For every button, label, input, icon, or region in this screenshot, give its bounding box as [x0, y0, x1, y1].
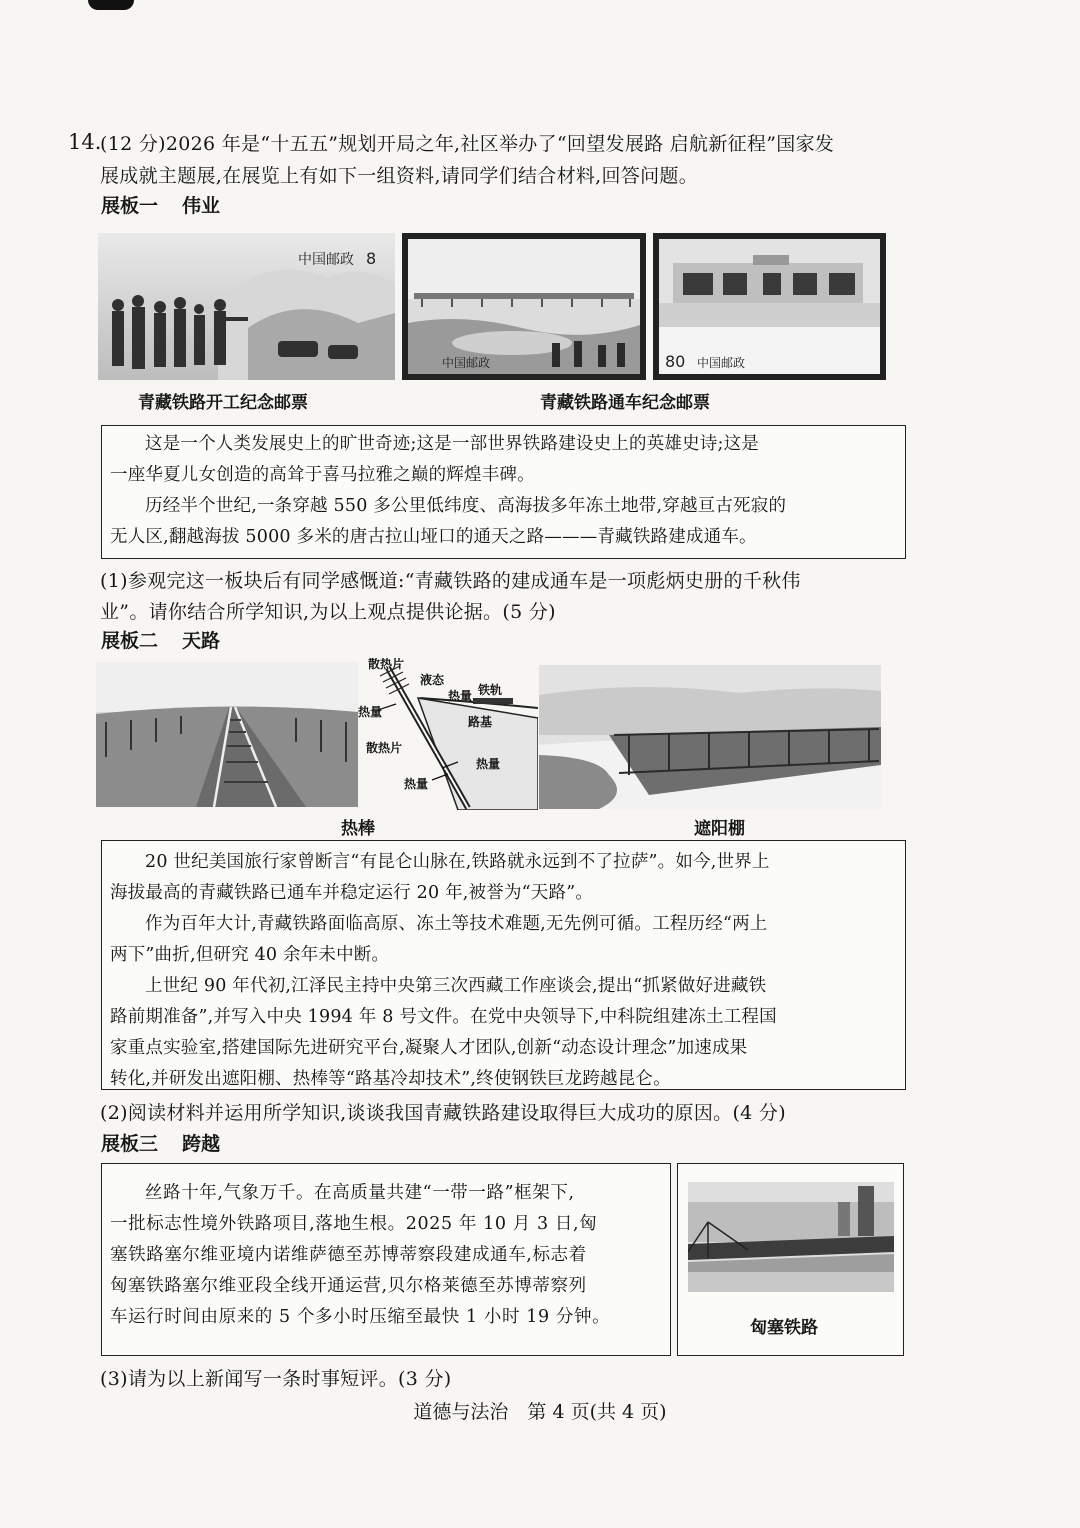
- panel2-label: 展板二: [101, 630, 159, 652]
- photo-sunshade: [539, 665, 881, 809]
- panel3-line3: 塞铁路塞尔维亚境内诺维萨德至苏博蒂察段建成通车,标志着: [110, 1245, 587, 1265]
- question3: (3)请为以上新闻写一条时事短评。(3 分): [100, 1368, 452, 1390]
- panel1-p1-line1: 这是一个人类发展史上的旷世奇迹;这是一部世界铁路建设史上的英雄史诗;这是: [145, 434, 759, 454]
- caption-sunshade: 遮阳棚: [694, 819, 745, 839]
- stamp1-value: 8: [366, 249, 377, 268]
- diagram-label-roadbed: 路基: [468, 715, 493, 729]
- panel2-p1-line2: 海拔最高的青藏铁路已通车并稳定运行 20 年,被誉为“天路”。: [110, 883, 594, 903]
- panel2-p3-line3: 家重点实验室,搭建国际先进研究平台,凝聚人才团队,创新“动态设计理念”加速成果: [110, 1038, 748, 1058]
- panel2-heading: [101, 626, 220, 653]
- panel1-label: 展板一: [101, 195, 159, 217]
- caption-stamp-opening: 青藏铁路通车纪念邮票: [540, 393, 710, 413]
- panel2-p3-line2: 路前期准备”,并写入中央 1994 年 8 号文件。在党中央领导下,中科院组建冻土工程国: [110, 1007, 777, 1027]
- diagram-label-fin-lower: 散热片: [366, 741, 403, 755]
- panel1-p2-line1: 历经半个世纪,一条穿越 550 多公里低纬度、高海拔多年冻土地带,穿越亘古死寂的: [145, 496, 787, 516]
- panel2-p2-line1: 作为百年大计,青藏铁路面临高原、冻土等技术难题,无先例可循。工程历经“两上: [145, 914, 768, 934]
- question1-line1: (1)参观完这一板块后有同学感慨道:“青藏铁路的建成通车是一项彪炳史册的千秋伟: [100, 570, 801, 592]
- panel2-p2-line2: 两下”曲折,但研究 40 余年未中断。: [110, 945, 390, 965]
- panel1-p2-line2: 无人区,翻越海拔 5000 多米的唐古拉山垭口的通天之路———青藏铁路建成通车。: [110, 527, 757, 547]
- panel3-line1: 丝路十年,气象万千。在高质量共建“一带一路”框架下,: [145, 1183, 575, 1203]
- panel3-text-box: [101, 1163, 671, 1356]
- panel3-label: 展板三: [101, 1133, 159, 1155]
- stamp1-postal-text: 中国邮政: [298, 252, 354, 268]
- panel3-line2: 一批标志性境外铁路项目,落地生根。2025 年 10 月 3 日,匈: [110, 1214, 598, 1234]
- question-intro-line2: 展成就主题展,在展览上有如下一组资料,请同学们结合材料,回答问题。: [100, 165, 699, 187]
- stamp-construction-start: [98, 233, 395, 380]
- diagram-label-heat-bottom: 热量: [404, 777, 429, 791]
- caption-stamp-start: 青藏铁路开工纪念邮票: [138, 393, 308, 413]
- diagram-label-heat-top: 热量: [448, 689, 473, 703]
- panel2-name: 天路: [182, 630, 221, 652]
- question2: (2)阅读材料并运用所学知识,谈谈我国青藏铁路建设取得巨大成功的原因。(4 分): [100, 1102, 786, 1124]
- question1-line2: 业”。请你结合所学知识,为以上观点提供论据。(5 分): [100, 601, 556, 623]
- panel1-heading: [101, 191, 220, 218]
- panel2-p1-line1: 20 世纪美国旅行家曾断言“有昆仑山脉在,铁路就永远到不了拉萨”。如今,世界上: [145, 852, 770, 872]
- stamp3-postal-text: 中国邮政: [697, 356, 746, 370]
- stamp3-value: 80: [665, 352, 686, 371]
- panel1-text-box: [101, 425, 906, 559]
- diagram-label-fin: 散热片: [368, 658, 405, 671]
- panel3-photo-frame: [677, 1163, 904, 1356]
- panel3-name: 跨越: [182, 1133, 221, 1155]
- diagram-label-heat-left: 热量: [358, 705, 383, 719]
- panel3-heading: [101, 1129, 220, 1156]
- diagram-thermosyphon: [358, 658, 538, 810]
- question-number: 14.: [68, 130, 102, 154]
- stamp-opening-station: [653, 233, 886, 380]
- caption-hungary-serbia-railway: 匈塞铁路: [750, 1318, 818, 1338]
- caption-thermosyphon: 热棒: [341, 819, 375, 839]
- diagram-label-rail: 铁轨: [478, 683, 503, 697]
- photo-railway-tracks: [96, 662, 358, 807]
- diagram-label-liquid: 液态: [420, 673, 445, 687]
- question-intro-line1: (12 分)2026 年是“十五五”规划开局之年,社区举办了“回望发展路 启航新征程”国家发: [100, 133, 835, 155]
- panel2-text-box: [101, 840, 906, 1090]
- panel2-p3-line4: 转化,并研发出遮阳棚、热棒等“路基冷却技术”,终使钢铁巨龙跨越昆仑。: [110, 1069, 671, 1089]
- panel1-p1-line2: 一座华夏儿女创造的高耸于喜马拉雅之巅的辉煌丰碑。: [110, 465, 535, 485]
- stamp2-postal-text: 中国邮政: [442, 356, 491, 370]
- diagram-label-heat-right: 热量: [476, 757, 501, 771]
- panel3-line4: 匈塞铁路塞尔维亚段全线开通运营,贝尔格莱德至苏博蒂察列: [110, 1276, 587, 1296]
- panel1-name: 伟业: [182, 195, 221, 217]
- photo-hungary-serbia-railway: [688, 1182, 894, 1292]
- page-corner-mark: [88, 0, 134, 10]
- page-footer: 道德与法治 第 4 页(共 4 页): [413, 1401, 667, 1423]
- panel2-p3-line1: 上世纪 90 年代初,江泽民主持中央第三次西藏工作座谈会,提出“抓紧做好进藏铁: [145, 976, 767, 996]
- panel3-line5: 车运行时间由原来的 5 个多小时压缩至最快 1 小时 19 分钟。: [110, 1307, 611, 1327]
- stamp-opening-bridge: [402, 233, 646, 380]
